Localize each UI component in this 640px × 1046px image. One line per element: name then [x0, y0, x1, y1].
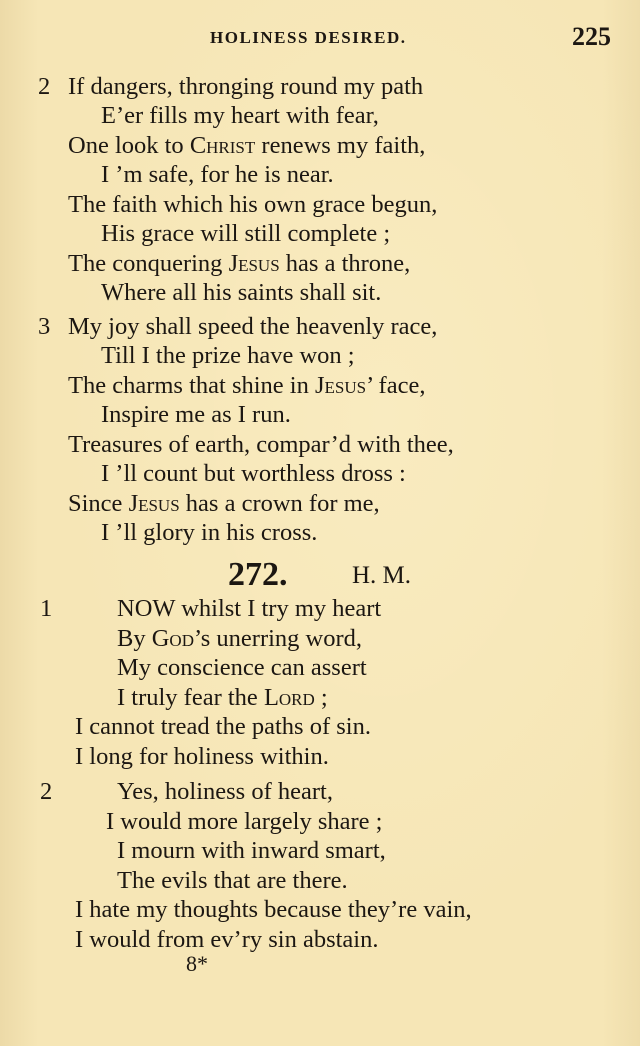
verse-line: Yes, holiness of heart,: [117, 778, 333, 805]
stanza-number: 1: [40, 595, 53, 622]
verse-line: The evils that are there.: [117, 867, 348, 894]
verse-line: His grace will still complete ;: [101, 220, 391, 247]
verse-line: Treasures of earth, compar’d with thee,: [68, 431, 454, 458]
verse-line: The charms that shine in Jesus’ face,: [68, 372, 426, 399]
verse-line: I ’ll glory in his cross.: [101, 519, 318, 546]
verse-line: I ’m safe, for he is near.: [101, 161, 334, 188]
stanza-number: 2: [38, 73, 51, 100]
verse-line: My conscience can assert: [117, 654, 367, 681]
verse-line: By God’s unerring word,: [117, 625, 363, 652]
verse-line: Inspire me as I run.: [101, 401, 291, 428]
verse-line: If dangers, thronging round my path: [68, 73, 424, 100]
verse-line: I would more largely share ;: [106, 808, 383, 835]
stanza-number: 2: [40, 778, 53, 805]
verse-line: My joy shall speed the heavenly race,: [68, 313, 438, 340]
verse-line: NOW whilst I try my heart: [117, 595, 382, 622]
verse-line: Since Jesus has a crown for me,: [68, 490, 380, 517]
running-title: HOLINESS DESIRED.: [210, 28, 407, 47]
verse-line: The conquering Jesus has a throne,: [68, 250, 411, 277]
hymn-meter: H. M.: [352, 562, 412, 589]
verse-line: Till I the prize have won ;: [101, 342, 355, 369]
verse-line: One look to Christ renews my faith,: [68, 132, 426, 159]
hymn-number: 272.: [228, 556, 288, 593]
stanza-number: 3: [38, 313, 51, 340]
verse-line: I truly fear the Lord ;: [117, 684, 328, 711]
verse-line: The faith which his own grace begun,: [68, 191, 438, 218]
verse-line: Where all his saints shall sit.: [101, 279, 382, 306]
verse-line: E’er fills my heart with fear,: [101, 102, 379, 129]
verse-line: I hate my thoughts because they’re vain,: [75, 896, 472, 923]
signature-mark: 8*: [186, 951, 208, 976]
verse-line: I would from ev’ry sin abstain.: [75, 926, 379, 953]
verse-line: I ’ll count but worthless dross :: [101, 460, 406, 487]
verse-line: I cannot tread the paths of sin.: [75, 713, 371, 740]
verse-line: I mourn with inward smart,: [117, 837, 386, 864]
page-number: 225: [572, 22, 611, 51]
verse-line: I long for holiness within.: [75, 743, 329, 770]
